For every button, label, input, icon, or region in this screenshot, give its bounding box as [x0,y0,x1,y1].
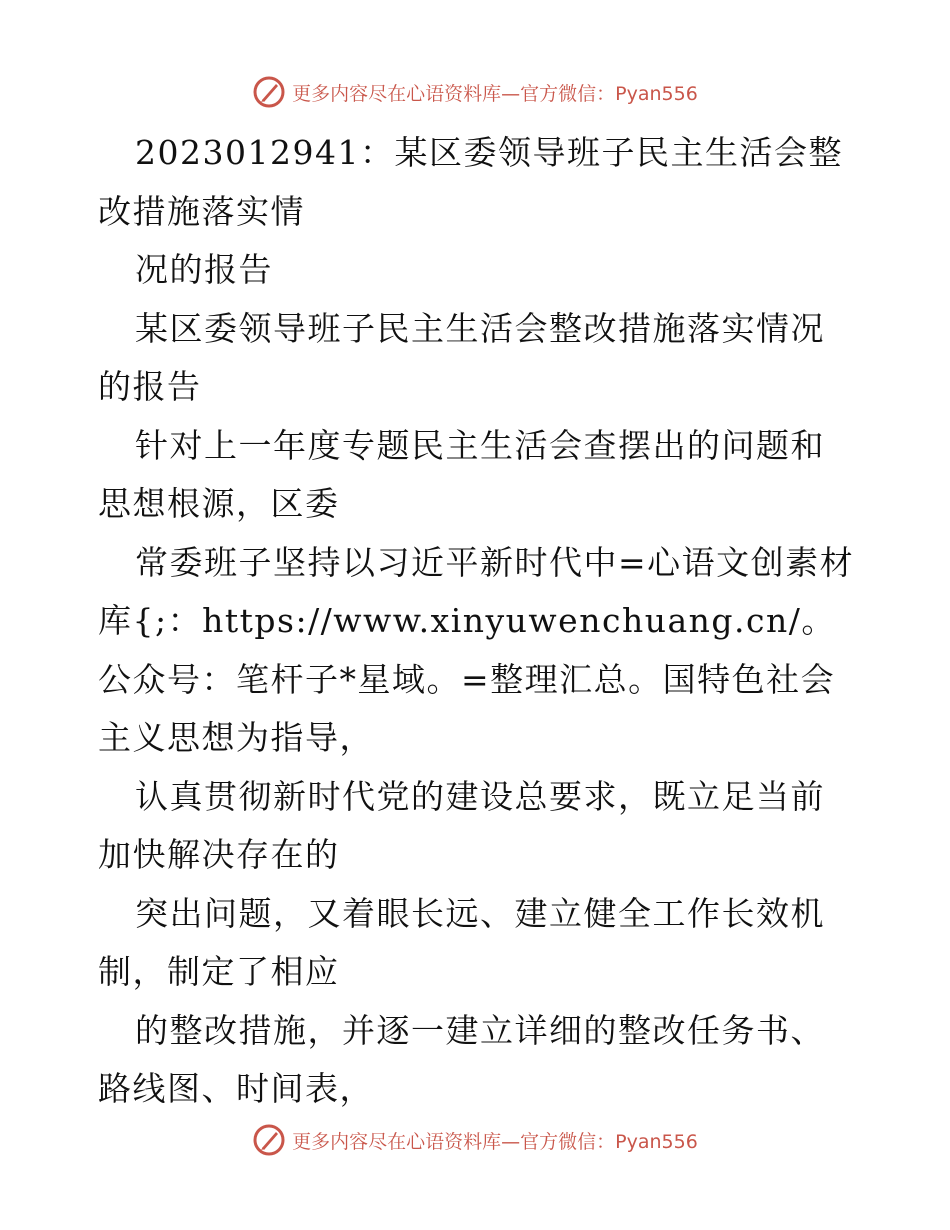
paragraph-body: 认真贯彻新时代党的建设总要求，既立足当前加快解决存在的 [98,776,825,874]
pen-quill-icon [252,75,286,109]
watermark-header [0,72,950,112]
paragraph-title-continued: 况的报告 [135,250,273,289]
watermark-footer [0,1120,950,1160]
pen-quill-icon [252,1123,286,1157]
watermark-text: 更多内容尽在心语资料库—官方微信：Pyan556 [292,1130,698,1153]
paragraph-title: 2023012941：某区委领导班子民主生活会整改措施落实情 [98,133,843,231]
paragraph-heading: 某区委领导班子民主生活会整改措施落实情况的报告 [98,308,825,406]
paragraph-body: 突出问题，又着眼长远、建立健全工作长效机制，制定了相应 [98,893,825,991]
paragraph-body: 针对上一年度专题民主生活会查摆出的问题和思想根源，区委 [98,425,825,523]
document-body [98,124,858,1119]
paragraph-body: 常委班子坚持以习近平新时代中=心语文创素材库{;：https://www.xinyuwenchuang.cn/。公众号：笔杆子*星域。=整理汇总。国特色社会主义思想为指导， [98,542,855,757]
paragraph-body: 的整改措施，并逐一建立详细的整改任务书、路线图、时间表， [98,1010,825,1108]
watermark-text: 更多内容尽在心语资料库—官方微信：Pyan556 [292,82,698,105]
